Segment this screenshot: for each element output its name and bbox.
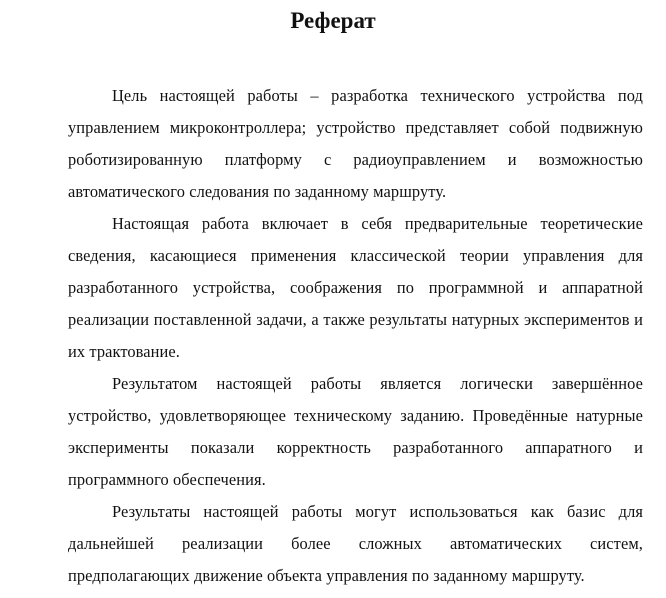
paragraph-content: Настоящая работа включает в себя предварительные теоретические сведения, касающиеся применения классической теории управления для разработанного устройства, соображения по программной и аппаратной реализации поставленной задачи, а также результаты натурных экспериментов и их трактование. — [68, 214, 643, 361]
paragraph-goal: Цель настоящей работы – разработка технического устройства под управлением микроконтроллера; устройство представляет собой подвижную роботизированную платформу с радиоуправлением и возможностью автоматического следования по заданному маршруту. — [68, 86, 643, 201]
document-title: Реферат — [290, 8, 376, 33]
paragraph-usage: Результаты настоящей работы могут использоваться как базис для дальнейшей реализации более сложных автоматических систем, предполагающих движение объекта управления по заданному маршруту. — [68, 502, 643, 585]
paragraph-result: Результатом настоящей работы является логически завершённое устройство, удовлетворяющее техническому заданию. Проведённые натурные эксперименты показали корректность разработанного аппаратного и программного обеспечения. — [68, 374, 643, 489]
